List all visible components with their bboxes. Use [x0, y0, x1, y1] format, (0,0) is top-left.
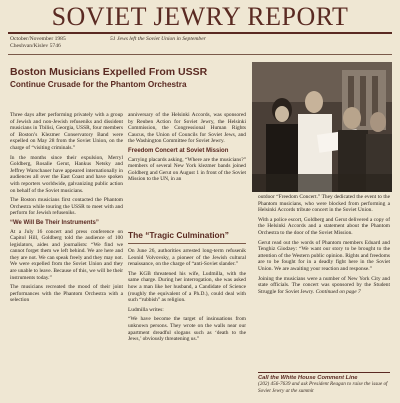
publication-title: SOVIET JEWRY REPORT — [51, 2, 349, 31]
headline-sub: Continue Crusade for the Phantom Orchestra — [10, 80, 187, 89]
issue-info-row — [10, 36, 390, 56]
callout-body: (202) 456-7639 and ask President Reagan to raise the issue of Soviet Jewry at the summit — [258, 381, 388, 394]
callout-title: Call the White House Comment Line — [258, 375, 358, 381]
headline-main: Boston Musicians Expelled From USSR — [10, 66, 208, 78]
tragic-culmination-heading: The “Tragic Culmination” — [128, 230, 229, 240]
lead-headline — [10, 66, 240, 90]
article-paragraph — [258, 276, 390, 296]
article-paragraph: Gerut read out the words of Phantom members Eduard and Tenghiz Giodzey: “We want our story to be brought to the attention of the Western public opinion. Rights and freedoms are to be fought for in a deadly fight here in the Soviet Union. We are awaiting your reaction and response.” — [258, 239, 390, 272]
musicians-photo — [252, 62, 392, 192]
article-paragraph: “We have become the target of insinuations from unknown persons. They wrote on the walls near our apartment dreadful slogans such as ‘death to the Jews,’ obviously threatening us.” — [128, 316, 246, 343]
tragic-article-column — [128, 248, 246, 400]
article-paragraph: Ludmilla writes: — [128, 306, 164, 313]
article-paragraph: Three days after performing privately with a group of Jewish and non-Jewish refuseniks and dissident musicians in Tbilisi, Georgia, USSR, four members of Boston’s Klezmer Conservatory Band were expelled on May 28 from the Soviet Union, on the charge of “visiting criminals.” — [10, 112, 123, 151]
subhead-freedom-concert: Freedom Concert at Soviet Mission — [128, 147, 229, 154]
article-paragraph: With a police escort, Goldberg and Gerut delivered a copy of the Helsinki Accords and a statement about the Phantom Orchestra to the door of the Soviet Mission. — [258, 216, 390, 236]
masthead-rule — [8, 32, 392, 34]
masthead — [0, 0, 400, 30]
article-column-1 — [10, 112, 123, 400]
subhead-instruments: “We Will Be Their Instruments” — [10, 219, 99, 226]
continued-note: Continued on page 7 — [315, 288, 361, 295]
issue-date-gregorian: October/November 1985 — [10, 36, 66, 42]
article-paragraph: At a July 16 concert and press conference on Capitol Hill, Goldberg told the audience of 100 legislators, aides and journalists: “We find we cannot forget them we left behind. We are here and they are not. We can speak freely and they may not. We were expelled from the Soviet Union and they are unable to leave. Because of this, we will be their instruments today.” — [10, 228, 123, 281]
article-paragraph: The KGB threatened his wife, Ludmilla, with the same charge. During her interrogation, she was asked how a man like her husband, a Candidate of Science (roughly the equivalent of a Ph.D.), could deal with such “rubbish” as religion. — [128, 270, 246, 304]
article-paragraph: The Boston musicians first contacted the Phantom Orchestra while touring the USSR to meet with and perform for Jewish refuseniks. — [10, 197, 123, 217]
photo-illustration — [252, 62, 392, 192]
article-paragraph: The musicians recreated the mood of their joint performances with the Phantom Orchestra with a selection — [10, 284, 123, 304]
white-house-callout — [258, 372, 390, 403]
article-paragraph: In the months since their expulsion, Merryl Goldberg, Rosalie Gerut, Hankus Netsky and Jeffrey Warschauer have appeared internationally in audiences all over the East Coast and have spoken with reporters worldwide, galvanizing public action on behalf of the Soviet musicians. — [10, 154, 123, 194]
article-text: Joining the musicians were a number of New York City and state officials. The concert was sponsored by the Student Struggle for Soviet Jewry. — [258, 275, 390, 295]
article-paragraph: Carrying placards asking, “Where are the musicians?” members of several New York klezmer bands joined Goldberg and Gerut on August 1 in front of the Soviet Mission to the UN, in an — [128, 156, 246, 183]
article-column-3 — [258, 194, 390, 370]
issue-date-hebrew: Cheshvan/Kislev 5746 — [10, 43, 61, 49]
article-paragraph: anniversary of the Helsinki Accords, was sponsored by Reuben Action for Soviet Jewry, the Helsinki Commission, the Congressional Human Rights Caucus, the Union of Councils for Soviet Jews, and the Washington Committee for Soviet Jewry. — [128, 112, 246, 145]
article-paragraph: On June 26, authorities arrested long-term refusenik Leonid Volvovsky, a pioneer of the Jewish cultural renaissance, on the charge of “anti-Soviet slander.” — [128, 248, 246, 268]
issue-tagline: 51 Jews left the Soviet Union in September — [110, 36, 206, 42]
issue-dates — [10, 36, 66, 50]
tragic-rule — [128, 243, 246, 244]
article-column-2 — [128, 112, 246, 230]
info-rule — [8, 54, 392, 55]
article-paragraph: outdoor “Freedom Concert.” They dedicated the event to the Phantom musicians, who were blocked from performing a Helsinki Accords tribute concert in the Soviet Union. — [258, 194, 390, 214]
